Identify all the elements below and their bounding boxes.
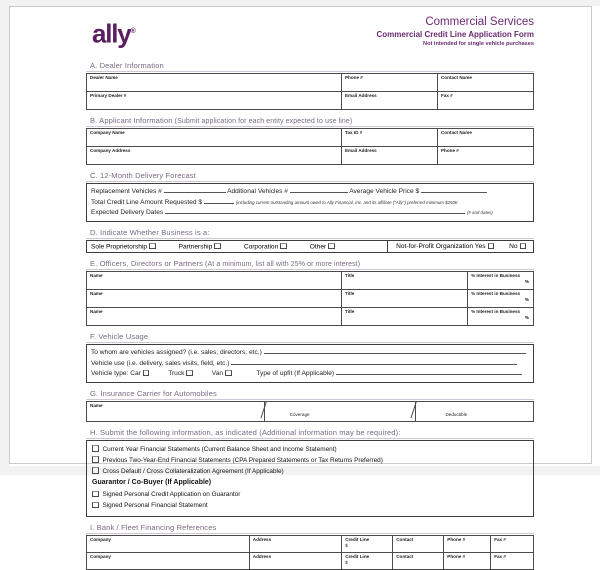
vehicle-use-input[interactable]: [231, 358, 517, 365]
insurance-carrier-wrap: [86, 401, 534, 422]
table-row: [87, 308, 534, 326]
field-label: Company Address: [90, 148, 131, 153]
forecast-line-2: [91, 197, 529, 208]
currency-symbol: $: [345, 559, 348, 565]
cell-reference-fax[interactable]: [491, 535, 534, 552]
applicant-information-table: [86, 128, 534, 165]
checkbox-icon[interactable]: [92, 445, 99, 452]
section-g-heading: G. Insurance Carrier for Automobiles: [86, 387, 534, 400]
cell-reference-address[interactable]: [249, 535, 341, 552]
table-row: [87, 92, 534, 110]
expected-delivery-dates-note: (# and dates): [466, 210, 493, 215]
document-note: Not intended for single vehicle purchases: [423, 41, 534, 47]
option-corporation[interactable]: [244, 243, 288, 251]
vehicle-type-line: [91, 368, 529, 379]
field-label: Contact Name: [440, 130, 472, 135]
checkbox-icon[interactable]: [488, 243, 495, 250]
additional-vehicles-label: Additional Vehicles #: [227, 188, 288, 195]
checklist-label: Cross Default / Cross Collateralization Agreement (If Applicable): [102, 467, 284, 475]
upfit-input[interactable]: [336, 368, 522, 375]
cell-dealer-contact[interactable]: [437, 74, 533, 92]
form-content: [86, 15, 534, 570]
checkbox-icon[interactable]: [92, 467, 99, 474]
checkbox-icon[interactable]: [520, 243, 527, 250]
field-label: Name: [90, 273, 103, 278]
vehicle-assigned-input[interactable]: [264, 347, 526, 354]
cell-reference-address[interactable]: [249, 552, 341, 569]
cell-officer-name[interactable]: [87, 272, 342, 290]
ally-logo: [92, 19, 136, 47]
total-credit-line-label: Total Credit Line Amount Requested $: [91, 198, 203, 206]
cell-reference-company[interactable]: [87, 535, 250, 552]
document-title: Commercial Services: [425, 16, 534, 28]
table-row: [87, 272, 534, 290]
field-label: Name: [90, 402, 103, 408]
checklist-item[interactable]: [92, 444, 529, 455]
field-label: Phone #: [344, 75, 363, 80]
table-row: [87, 401, 534, 421]
field-label: Contact: [396, 536, 414, 542]
field-label: Company: [90, 536, 111, 542]
checklist-label: Current Year Financial Statements (Current Balance Sheet and Income Statement): [102, 445, 337, 453]
total-credit-line-input[interactable]: [204, 197, 234, 204]
field-label: Title: [344, 309, 355, 314]
replacement-vehicles-label: Replacement Vehicles #: [91, 188, 162, 195]
section-h-heading: H. Submit the following information, as indicated (Additional information may be required):: [86, 426, 534, 439]
cell-applicant-email[interactable]: [341, 147, 437, 165]
section-e-note: (At a minimum, list all with 25% or more interest): [202, 261, 361, 268]
expected-delivery-dates-label: Expected Delivery Dates: [91, 209, 164, 216]
field-label: Tax ID #: [344, 130, 363, 135]
cell-applicant-phone[interactable]: [437, 147, 533, 165]
cell-reference-credit-line[interactable]: [342, 535, 393, 552]
option-label: Corporation: [243, 243, 279, 250]
field-label: Phone #: [440, 148, 459, 153]
field-label: Email Address: [344, 148, 377, 153]
checkbox-icon[interactable]: [92, 456, 99, 463]
page-gutter-left: [0, 0, 9, 475]
cell-dealer-email[interactable]: [341, 92, 437, 110]
checkbox-icon[interactable]: [214, 243, 221, 250]
cell-company-address[interactable]: [87, 147, 342, 165]
section-b-title: B. Applicant Information: [90, 116, 173, 125]
field-label: Contact: [396, 553, 414, 559]
field-label: % Interest in Business: [471, 309, 521, 314]
field-label: Credit Line: [345, 536, 370, 542]
section-i-heading: I. Bank / Fleet Financing References: [86, 521, 534, 534]
section-e-title: E. Officers, Directors or Partners: [90, 259, 203, 268]
cell-reference-contact[interactable]: [393, 552, 444, 569]
checklist-item[interactable]: [92, 500, 529, 511]
checklist-label: Signed Personal Credit Application on Guarantor: [102, 491, 241, 499]
checkbox-icon[interactable]: [149, 243, 156, 250]
option-sole-proprietorship[interactable]: [91, 243, 157, 251]
currency-symbol: $: [345, 542, 348, 548]
vehicle-type-truck-label: Truck: [168, 370, 185, 377]
field-label: Email Address: [344, 93, 377, 98]
not-for-profit-no-label: No: [509, 242, 518, 250]
additional-vehicles-input[interactable]: [290, 186, 348, 193]
cell-insurance-name[interactable]: [87, 401, 265, 421]
checkbox-icon[interactable]: [280, 243, 287, 250]
upfit-label: Type of upfit (If Applicable): [256, 370, 335, 377]
cell-reference-contact[interactable]: [393, 535, 444, 552]
option-label: Partnership: [178, 243, 213, 250]
business-type-options: [87, 241, 387, 253]
section-b-heading: [86, 114, 534, 127]
cell-officer-name[interactable]: [87, 290, 342, 308]
delivery-forecast-box: [86, 183, 534, 222]
submit-information-box: [86, 440, 534, 517]
checkbox-icon[interactable]: [92, 502, 99, 509]
section-d-heading: D. Indicate Whether Business is a:: [86, 226, 534, 239]
field-label: Phone #: [447, 553, 466, 559]
dealer-information-table: [86, 73, 534, 110]
table-row: [87, 129, 534, 147]
field-label: Fax #: [494, 553, 506, 559]
checklist-item[interactable]: [92, 489, 529, 500]
ally-logo-text: ally: [92, 18, 131, 49]
field-label: Address: [252, 536, 272, 542]
vehicle-usage-box: [86, 344, 534, 383]
field-label: Primary Dealer #: [90, 93, 127, 98]
cell-dealer-phone[interactable]: [341, 74, 437, 92]
option-label: Other: [309, 243, 327, 250]
checkbox-icon[interactable]: [186, 370, 193, 377]
table-row: [87, 290, 534, 308]
field-label: % Interest in Business: [471, 273, 521, 278]
not-for-profit-group: [387, 241, 533, 253]
percent-symbol: %: [524, 279, 529, 284]
cell-officer-title[interactable]: [341, 290, 467, 308]
field-label: Title: [344, 291, 355, 296]
checkbox-icon[interactable]: [225, 370, 232, 377]
total-credit-line-note: (including current outstanding amount owed to Ally Financial, Inc. and its affiliate ("Ally") preferred minimum $250K: [235, 199, 458, 205]
section-b-note: (Submit application for each entity expected to use line): [172, 118, 353, 125]
field-label: Company Name: [90, 130, 125, 135]
checklist-label: Previous Two-Year-End Financial Statements (CPA Prepared Statements or Tax Returns Preferred): [102, 456, 383, 464]
table-row: [87, 74, 534, 92]
field-label: % Interest in Business: [471, 291, 521, 296]
cell-insurance-coverage[interactable]: [264, 401, 416, 421]
cell-reference-credit-line[interactable]: [342, 552, 393, 569]
field-label: Fax #: [440, 93, 453, 98]
field-label: Title: [344, 273, 355, 278]
cell-primary-dealer-number[interactable]: [87, 92, 342, 110]
cell-officer-percent[interactable]: [468, 308, 534, 326]
cell-officer-title[interactable]: [341, 308, 467, 326]
cell-applicant-contact[interactable]: [437, 129, 533, 147]
checklist-item[interactable]: [92, 466, 529, 477]
section-e-heading: [86, 257, 534, 270]
officers-table: [86, 271, 534, 326]
cell-officer-percent[interactable]: [468, 290, 534, 308]
field-label: Fax #: [494, 536, 506, 542]
cell-reference-fax[interactable]: [491, 552, 534, 569]
not-for-profit-label: Not-for-Profit Organization Yes: [396, 242, 486, 250]
cell-reference-phone[interactable]: [444, 552, 491, 569]
cell-officer-name[interactable]: [87, 308, 342, 326]
vehicle-assigned-label: To whom are vehicles assigned? (i.e. sales, directors, etc.): [91, 349, 262, 356]
average-price-label: Average Vehicle Price $: [349, 188, 420, 195]
table-row: [87, 147, 534, 165]
section-f-heading: F. Vehicle Usage: [86, 330, 534, 343]
cell-company-name[interactable]: [87, 129, 342, 147]
cell-insurance-deductible[interactable]: [416, 401, 534, 421]
field-label: Name: [90, 291, 103, 296]
trademark-symbol: ®: [130, 28, 136, 35]
vehicle-type-van-label: Van: [211, 370, 224, 377]
business-type-box: [86, 240, 534, 254]
replacement-vehicles-input[interactable]: [164, 186, 226, 193]
option-partnership[interactable]: [179, 243, 222, 251]
field-label: Dealer Name: [90, 75, 118, 80]
guarantor-heading: Guarantor / Co-Buyer (If Applicable): [92, 479, 212, 487]
checkbox-icon[interactable]: [328, 243, 335, 250]
average-price-input[interactable]: [421, 186, 487, 193]
cell-officer-percent[interactable]: [468, 272, 534, 290]
percent-symbol: %: [524, 297, 529, 302]
cell-tax-id[interactable]: [341, 129, 437, 147]
percent-symbol: %: [524, 315, 529, 320]
checklist-item[interactable]: [92, 455, 529, 466]
forecast-line-3: [91, 207, 529, 218]
document-subtitle: Commercial Credit Line Application Form: [376, 30, 534, 39]
cell-dealer-name[interactable]: [87, 74, 342, 92]
cell-officer-title[interactable]: [341, 272, 467, 290]
field-label: Deductible: [445, 411, 468, 417]
field-label: Company: [90, 553, 111, 559]
expected-delivery-dates-input[interactable]: [165, 207, 465, 214]
form-sheet: [9, 6, 592, 565]
checkbox-icon[interactable]: [143, 370, 150, 377]
option-label: Sole Proprietorship: [91, 243, 148, 250]
table-row: [87, 535, 534, 552]
checkbox-icon[interactable]: [92, 491, 99, 498]
document-header: [86, 15, 534, 55]
table-row: [87, 552, 534, 569]
field-label: Address: [252, 553, 272, 559]
vehicle-type-label: Vehicle type: Car: [91, 370, 141, 377]
cell-dealer-fax[interactable]: [437, 92, 533, 110]
field-label: Name: [90, 309, 103, 314]
forecast-line-1: [91, 186, 529, 197]
section-a-heading: A. Dealer Information: [86, 59, 534, 72]
field-label: Coverage: [289, 411, 310, 417]
vehicle-use-line: [91, 358, 529, 369]
field-label: Credit Line: [345, 553, 370, 559]
vehicle-assigned-line: [91, 347, 529, 358]
insurance-carrier-table: [86, 401, 534, 422]
vehicle-use-label: Vehicle use (i.e. delivery, sales visits, field, etc.): [91, 359, 230, 367]
section-c-heading: C. 12-Month Delivery Forecast: [86, 169, 534, 182]
header-titles: [376, 15, 534, 49]
field-label: Contact Name: [440, 75, 472, 80]
cell-reference-phone[interactable]: [444, 535, 491, 552]
bank-references-table: [86, 535, 534, 570]
cell-reference-company[interactable]: [87, 552, 250, 569]
field-label: Phone #: [447, 536, 466, 542]
option-other[interactable]: [310, 243, 336, 251]
checklist-label: Signed Personal Financial Statement: [102, 502, 208, 510]
